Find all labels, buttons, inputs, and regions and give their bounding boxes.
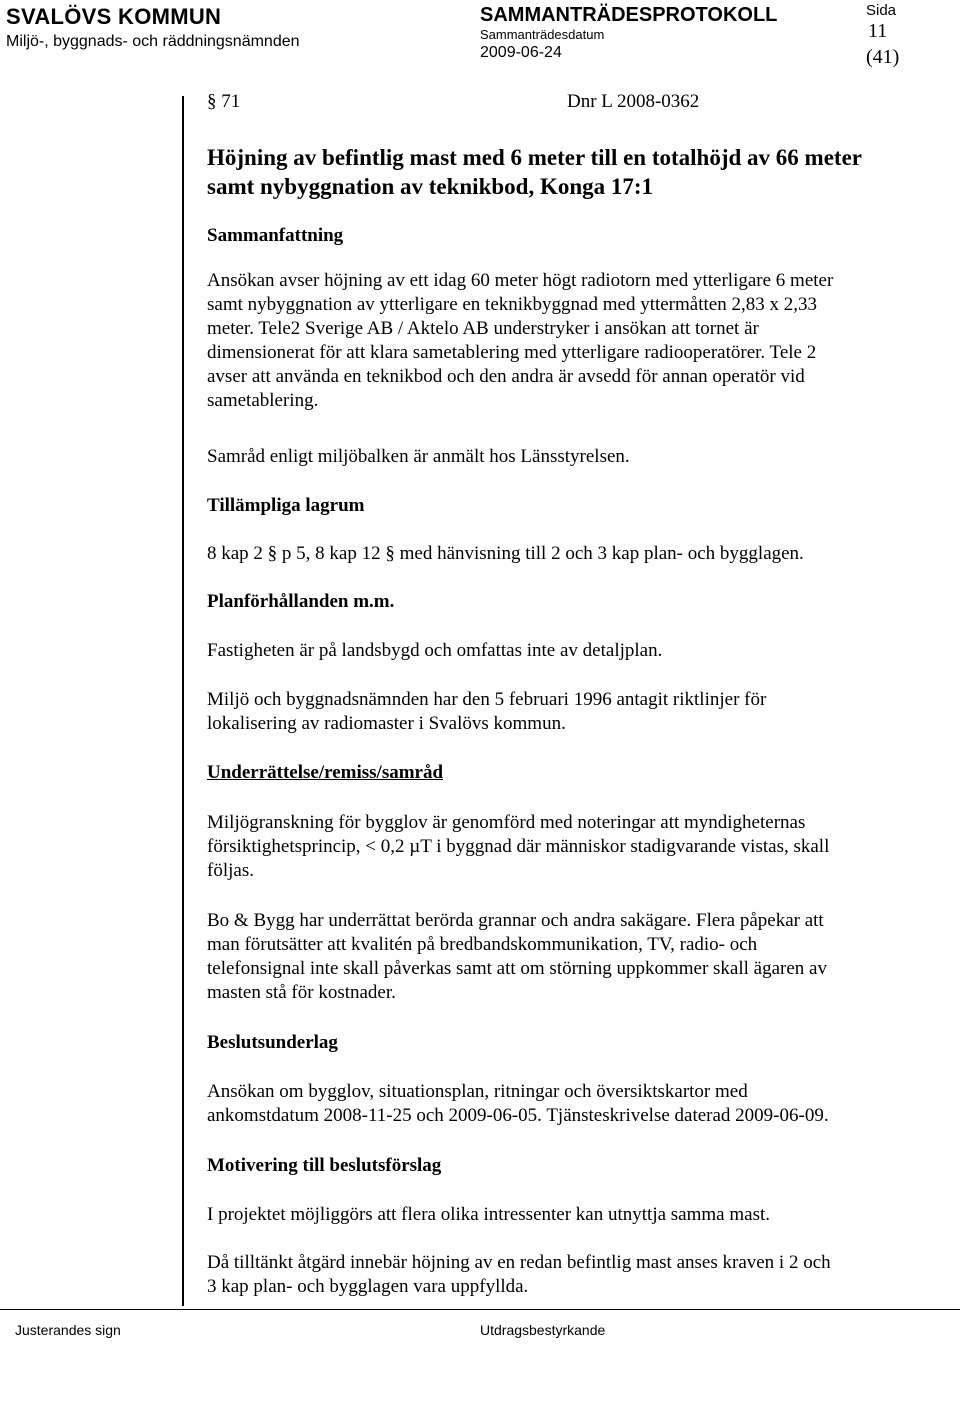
title-line: samt nybyggnation av teknikbod, Konga 17:1	[207, 174, 654, 199]
footer-signature-label: Justerandes sign	[15, 1322, 121, 1338]
text-line: dimensionerat för att klara sametablering med ytterligare radiooperatörer. Tele 2	[207, 342, 817, 363]
text-line: Miljögranskning för bygglov är genomförd med noteringar att myndigheternas	[207, 812, 806, 833]
basis-paragraph	[207, 1080, 829, 1128]
planning-paragraph	[207, 639, 662, 663]
environment-review-paragraph	[207, 811, 829, 883]
text-line: Bo & Bygg har underrättat berörda grannar och andra sakägare. Flera påpekar att	[207, 910, 824, 931]
text-line: 8 kap 2 § p 5, 8 kap 12 § med hänvisning till 2 och 3 kap plan- och bygglagen.	[207, 543, 804, 564]
footer-rule	[0, 1309, 960, 1310]
dnr-number: Dnr L 2008-0362	[567, 91, 700, 112]
department-name: Miljö-, byggnads- och räddningsnämnden	[6, 33, 300, 50]
text-line: Ansökan avser höjning av ett idag 60 meter högt radiotorn med ytterligare 6 meter	[207, 270, 834, 291]
protocol-title: SAMMANTRÄDESPROTOKOLL	[480, 4, 778, 26]
heading-summary: Sammanfattning	[207, 225, 344, 246]
margin-rule	[182, 96, 184, 1306]
text-line: telefonsignal inte skall påverkas samt att om störning uppkommer skall ägaren av	[207, 958, 827, 979]
motivation-paragraph	[207, 1203, 770, 1227]
text-line: ankomstdatum 2008-11-25 och 2009-06-05. Tjänsteskrivelse daterad 2009-06-09.	[207, 1105, 829, 1126]
text-line: man förutsätter att kvalitén på bredbandskommunikation, TV, radio- och	[207, 934, 758, 955]
laws-paragraph	[207, 542, 804, 566]
page-label: Sida	[866, 2, 897, 19]
text-line: lokalisering av radiomaster i Svalövs kommun.	[207, 713, 566, 734]
text-line: följas.	[207, 860, 254, 881]
text-line: Samråd enligt miljöbalken är anmält hos Länsstyrelsen.	[207, 446, 630, 467]
page-number: 11	[868, 20, 888, 42]
section-header	[207, 90, 927, 114]
text-line: 3 kap plan- och bygglagen vara uppfyllda.	[207, 1276, 529, 1297]
text-line: masten stå för kostnader.	[207, 982, 396, 1003]
consultation-paragraph	[207, 445, 630, 469]
org-name: SVALÖVS KOMMUN	[6, 4, 222, 29]
text-line: samt nybyggnation av ytterligare en teknikbyggnad med yttermåtten 2,83 x 2,33	[207, 294, 817, 315]
text-line: Fastigheten är på landsbygd och omfattas inte av detaljplan.	[207, 640, 663, 661]
text-line: Ansökan om bygglov, situationsplan, ritningar och översiktskartor med	[207, 1081, 748, 1102]
footer-certification-label: Utdragsbestyrkande	[480, 1322, 606, 1338]
text-line: meter. Tele2 Sverige AB / Aktelo AB understryker i ansökan att tornet är	[207, 318, 759, 339]
heading-motivation: Motivering till beslutsförslag	[207, 1155, 442, 1176]
requirements-paragraph	[207, 1251, 831, 1299]
text-line: avser att använda en teknikbod och den andra är avsedd för annan operatör vid	[207, 366, 805, 387]
text-line: I projektet möjliggörs att flera olika intressenter kan utnyttja samma mast.	[207, 1204, 770, 1225]
meeting-date-label: Sammanträdesdatum	[480, 27, 605, 42]
page-total: (41)	[866, 46, 900, 68]
meeting-date: 2009-06-24	[480, 44, 562, 61]
summary-paragraph	[207, 269, 833, 413]
heading-laws: Tillämpliga lagrum	[207, 495, 365, 516]
heading-planning: Planförhållanden m.m.	[207, 591, 395, 612]
text-line: Miljö och byggnadsnämnden har den 5 februari 1996 antagit riktlinjer för	[207, 689, 767, 710]
text-line: sametablering.	[207, 390, 319, 411]
section-title	[207, 143, 862, 201]
title-line: Höjning av befintlig mast med 6 meter till en totalhöjd av 66 meter	[207, 145, 862, 170]
section-number: § 71	[207, 91, 241, 112]
text-line: Då tilltänkt åtgärd innebär höjning av en redan befintlig mast anses kraven i 2 och	[207, 1252, 831, 1273]
text-line: försiktighetsprincip, < 0,2 µT i byggnad där människor stadigvarande vistas, skall	[207, 836, 830, 857]
neighbours-paragraph	[207, 909, 827, 1005]
heading-notice: Underrättelse/remiss/samråd	[207, 762, 444, 783]
guidelines-paragraph	[207, 688, 766, 736]
heading-basis: Beslutsunderlag	[207, 1032, 338, 1053]
